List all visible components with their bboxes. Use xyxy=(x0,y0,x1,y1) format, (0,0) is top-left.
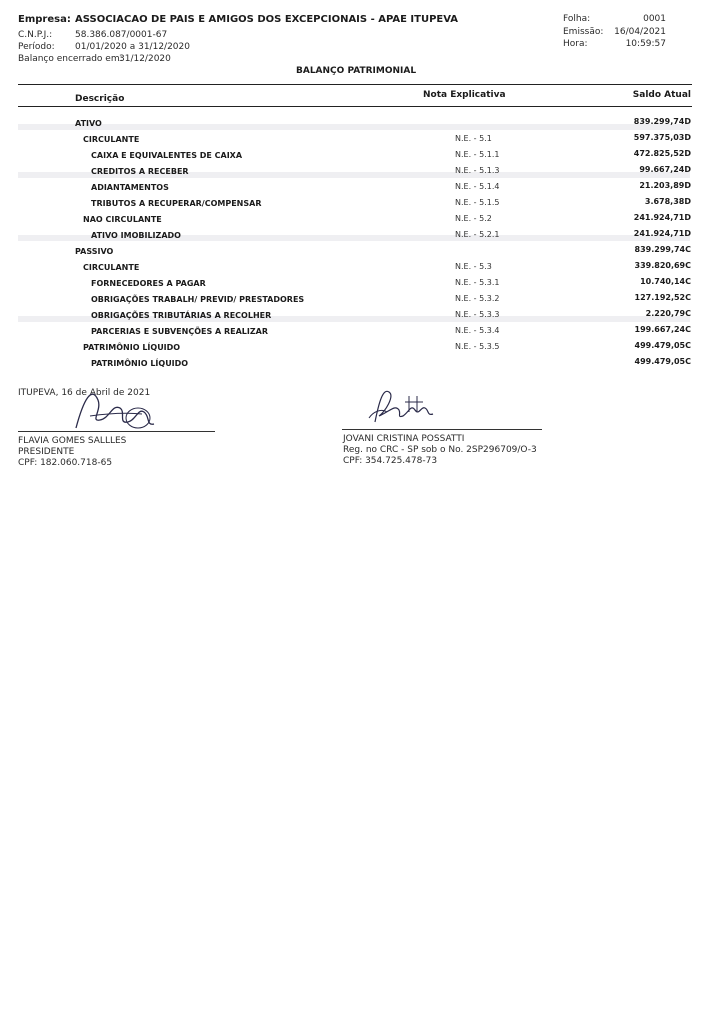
table-row xyxy=(0,133,724,149)
row-nota: N.E. - 5.1 xyxy=(455,134,492,143)
emissao-value: 16/04/2021 xyxy=(614,27,666,37)
table-row xyxy=(0,261,724,277)
place-date: ITUPEVA, 16 de Abril de 2021 xyxy=(18,388,151,398)
col-descricao: Descrição xyxy=(75,94,125,104)
periodo-label: Período: xyxy=(18,42,55,52)
right-signer-reg: Reg. no CRC - SP sob o No. 2SP296709/O-3 xyxy=(343,445,537,455)
table-row xyxy=(0,165,724,181)
row-saldo: 499.479,05C xyxy=(634,341,691,350)
signature-right-image xyxy=(365,382,445,430)
company-name: ASSOCIACAO DE PAIS E AMIGOS DOS EXCEPCIONAIS - APAE ITUPEVA xyxy=(75,14,459,25)
table-row xyxy=(0,181,724,197)
empresa-label: Empresa: xyxy=(18,14,71,25)
row-nota: N.E. - 5.2.1 xyxy=(455,230,500,239)
table-row xyxy=(0,245,724,261)
periodo-value: 01/01/2020 a 31/12/2020 xyxy=(75,42,190,52)
row-nota: N.E. - 5.3.1 xyxy=(455,278,500,287)
row-description: CREDITOS A RECEBER xyxy=(91,167,189,176)
table-row xyxy=(0,197,724,213)
left-signer-role: PRESIDENTE xyxy=(18,447,75,457)
table-row xyxy=(0,117,724,133)
row-description: ADIANTAMENTOS xyxy=(91,183,169,192)
signature-line-right xyxy=(342,429,542,430)
row-description: OBRIGAÇÕES TRABALH/ PREVID/ PRESTADORES xyxy=(91,295,305,304)
col-saldo: Saldo Atual xyxy=(632,90,691,100)
table-row xyxy=(0,149,724,165)
row-nota: N.E. - 5.2 xyxy=(455,214,492,223)
row-saldo: 339.820,69C xyxy=(634,261,691,270)
balanco-value: 31/12/2020 xyxy=(119,54,171,64)
row-description: FORNECEDORES A PAGAR xyxy=(91,279,206,288)
balanco-label: Balanço encerrado em: xyxy=(18,54,123,64)
left-signer-name: FLAVIA GOMES SALLLES xyxy=(18,436,127,446)
row-saldo: 472.825,52D xyxy=(633,149,691,158)
row-saldo: 839.299,74C xyxy=(634,245,691,254)
table-row xyxy=(0,213,724,229)
cnpj-value: 58.386.087/0001-67 xyxy=(75,30,168,40)
emissao-label: Emissão: xyxy=(563,27,604,37)
table-row xyxy=(0,293,724,309)
table-row xyxy=(0,277,724,293)
row-nota: N.E. - 5.1.3 xyxy=(455,166,500,175)
row-nota: N.E. - 5.1.1 xyxy=(455,150,500,159)
row-description: OBRIGAÇÕES TRIBUTÁRIAS A RECOLHER xyxy=(91,311,272,320)
row-nota: N.E. - 5.3 xyxy=(455,262,492,271)
hora-value: 10:59:57 xyxy=(625,39,666,49)
signature-left-image xyxy=(70,378,160,438)
row-nota: N.E. - 5.1.4 xyxy=(455,182,500,191)
row-description: PATRIMÔNIO LÍQUIDO xyxy=(83,343,181,352)
row-description: TRIBUTOS A RECUPERAR/COMPENSAR xyxy=(91,199,262,208)
row-saldo: 127.192,52C xyxy=(634,293,691,302)
row-description: PATRIMÔNIO LÍQUIDO xyxy=(91,359,189,368)
folha-value: 0001 xyxy=(643,14,666,24)
folha-label: Folha: xyxy=(563,14,591,24)
table-row xyxy=(0,229,724,245)
signature-line-left xyxy=(18,431,215,432)
row-nota: N.E. - 5.1.5 xyxy=(455,198,500,207)
row-nota: N.E. - 5.3.4 xyxy=(455,326,500,335)
row-nota: N.E. - 5.3.3 xyxy=(455,310,500,319)
row-description: NAO CIRCULANTE xyxy=(83,215,162,224)
right-signer-name: JOVANI CRISTINA POSSATTI xyxy=(343,434,465,444)
row-description: CIRCULANTE xyxy=(83,263,140,272)
row-saldo: 2.220,79C xyxy=(645,309,691,318)
header-rule-top xyxy=(18,84,692,85)
row-description: CAIXA E EQUIVALENTES DE CAIXA xyxy=(91,151,243,160)
row-saldo: 3.678,38D xyxy=(644,197,691,206)
row-saldo: 241.924,71D xyxy=(633,229,691,238)
row-nota: N.E. - 5.3.2 xyxy=(455,294,500,303)
document-title: BALANÇO PATRIMONIAL xyxy=(296,66,417,76)
row-description: ATIVO xyxy=(75,119,102,128)
row-saldo: 10.740,14C xyxy=(640,277,691,286)
row-nota: N.E. - 5.3.5 xyxy=(455,342,500,351)
row-description: CIRCULANTE xyxy=(83,135,140,144)
row-description: PASSIVO xyxy=(75,247,114,256)
row-saldo: 21.203,89D xyxy=(639,181,691,190)
right-signer-cpf: CPF: 354.725.478-73 xyxy=(343,456,438,466)
row-saldo: 499.479,05C xyxy=(634,357,691,366)
table-row xyxy=(0,341,724,357)
row-saldo: 597.375,03D xyxy=(633,133,691,142)
row-saldo: 839.299,74D xyxy=(633,117,691,126)
table-row xyxy=(0,325,724,341)
table-row xyxy=(0,357,724,373)
row-saldo: 241.924,71D xyxy=(633,213,691,222)
header-rule-bottom xyxy=(18,106,692,107)
col-nota: Nota Explicativa xyxy=(423,90,506,100)
row-saldo: 99.667,24D xyxy=(639,165,691,174)
table-row xyxy=(0,309,724,325)
hora-label: Hora: xyxy=(563,39,588,49)
cnpj-label: C.N.P.J.: xyxy=(18,30,53,40)
row-description: PARCERIAS E SUBVENÇÕES A REALIZAR xyxy=(91,327,269,336)
left-signer-cpf: CPF: 182.060.718-65 xyxy=(18,458,113,468)
row-description: ATIVO IMOBILIZADO xyxy=(91,231,181,240)
row-saldo: 199.667,24C xyxy=(634,325,691,334)
